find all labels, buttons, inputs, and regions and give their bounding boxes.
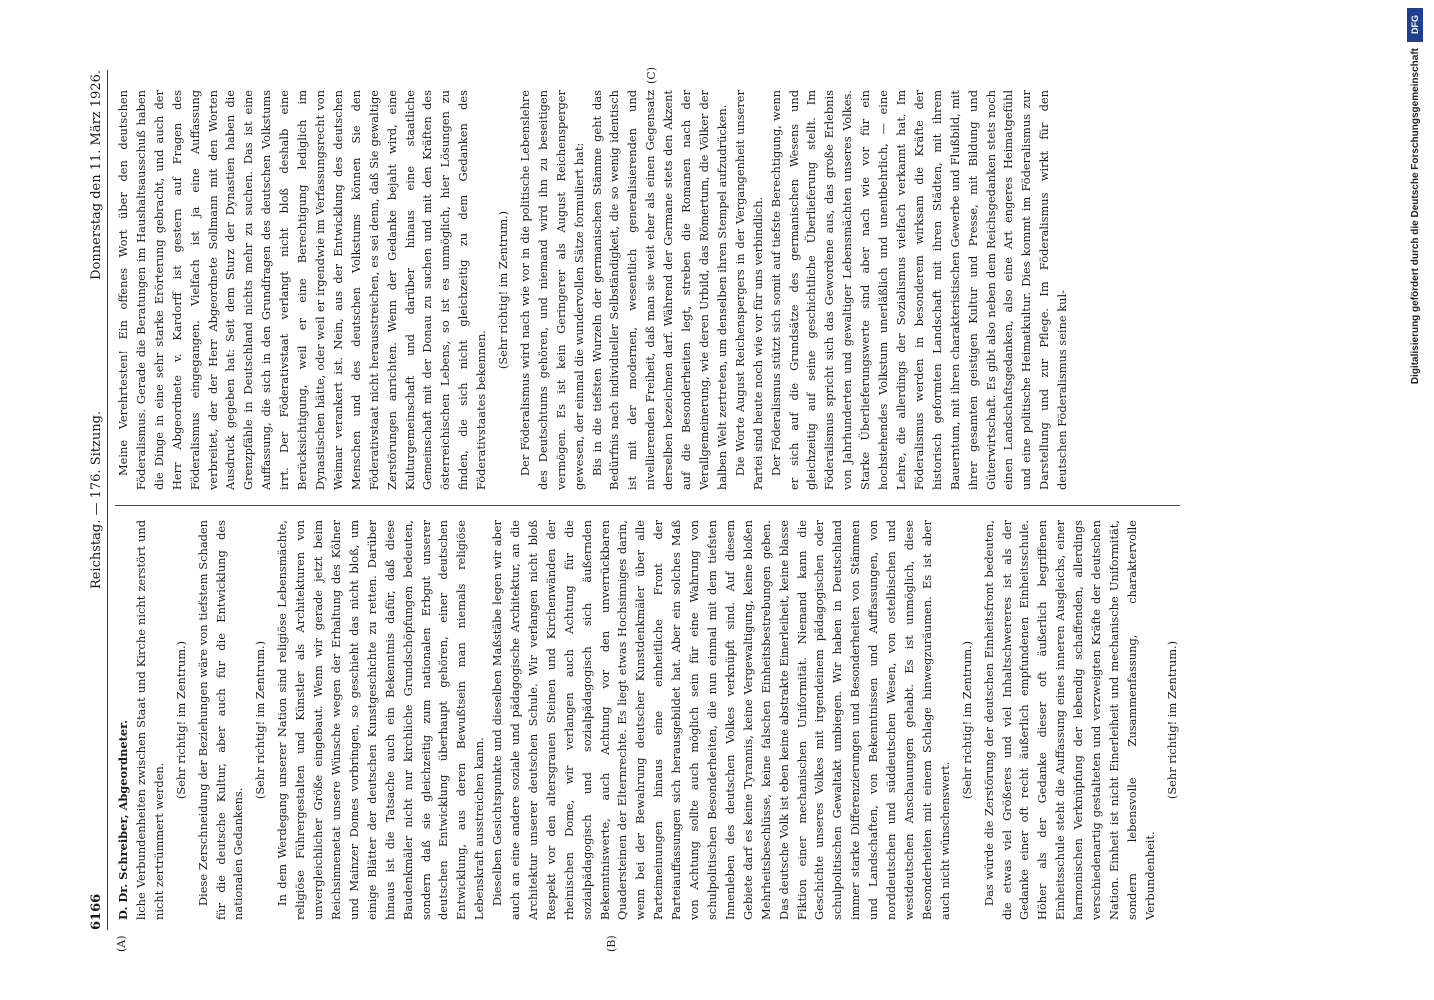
page-scan — [85, 67, 1190, 952]
paragraph: Dieselben Gesichtspunkte und dieselben Maßstäbe legen wir aber auch an eine andere soziale und pädagogische Architektur, an die Architektur unserer deutschen Schule. Wir verlangen nicht bloß Respekt vor den altersgrauen Steinen und Kirchenwänden der rheinischen Dome, wir verlangen auch Achtung für die sozialpädagogisch und sozialpädagogisch sich äußernden Bekenntniswerte, auch Achtung vor den unverrückbaren Quadersteinen der Elternrechte. Es liegt etwas Hochsinniges darin, wenn bei der Bewahrung deutscher Kunstdenkmäler über alle Parteimeinungen hinaus eine einheitliche Front der Parteiauffassungen sich herausgebildet hat. Aber ein solches Maß von Achtung sollte auch möglich sein für eine Wahrung von schulpolitischen Besonderheiten, die nun einmal mit dem tiefsten Innenleben des deutschen Volkes verknüpft sind. Auf diesem Gebiete darf es keine Tyrannis, keine Vergewaltigung, keine bloßen Mehrheitsbeschlüsse, keine falschen Einheitsbestrebungen geben. Das deutsche Volk ist eben keine abstrakte Einerleiheit, keine blasse Fiktion einer mechanischen Uniformität. Niemand kann die Geschichte unseres Volkes mit irgendeinem pädagogischen oder schulpolitischen Gewaltakt umbiegen. Wir haben in Deutschland immer starke Differenzierungen und Besonderheiten von Stämmen und Landschaften, von Bekenntnissen und Auffassungen, von norddeutschen und süddeutschen Wesen, von ostelbischen und westdeutschen Anschauungen gehabt. Es ist unmöglich, diese Besonderheiten mit einem Schlage hinwegzuräumen. Es ist aber auch nicht wünschenswert. — [490, 520, 952, 920]
document-page — [85, 67, 1190, 952]
left-column — [115, 520, 1180, 920]
session-title: Reichstag. — 176. Sitzung. — [88, 410, 104, 590]
paragraph: Diese Zerschneidung der Beziehungen wäre von tiefstem Schaden für die deutsche Kultur, aber auch für die Entwicklung des nationalen Gedankens. — [195, 520, 246, 920]
paragraph: Der Föderalismus wird nach wie vor in die politische Lebenslehre des Deutschtums gehören, und niemand wird ihn zu beseitigen vermögen. Es ist kein Geringerer als August Reichensperger gewesen, der einmal die wundervollen Sätze formuliert hat: — [517, 90, 586, 490]
interjection: (Sehr richtig! im Zentrum.) — [1164, 640, 1179, 800]
paragraph: liche Verbundenheiten zwischen Staat und Kirche nicht zerstört und nicht zertrümmert werden. — [133, 520, 166, 920]
watermark-text: Digitalisierung gefördert durch die Deutsche Forschungsgemeinschaft — [1409, 48, 1421, 385]
margin-marker-b: (B) — [605, 935, 618, 952]
paragraph: Der Föderalismus stützt sich somit auf tiefste Berechtigung, wenn er sich auf die Grundsätze des germanischen Wesens und gleichzeitig auf seine geschichtliche Überlieferung stellt. Im Föderalismus spricht sich das Gewordene aus, das große Erlebnis von Jahrhunderten und gewaltiger Lebensmächten unseres Volkes. Starke Überlieferungswerte sind aber nach wie vor für ein hochstehendes Volkstum unerläßlich und unentbehrlich, — eine Lehre, die allerdings der Sozialismus vielfach verkannt hat. Im Föderalismus werden in besonderem wirksam die Kräfte der historisch geformten Landschaft mit ihren Städten, mit ihrem Bauerntum, mit ihren charakteristischen Gewerbe und Flußbild, mit ihrer gesamten geistigen Kultur und Presse, mit Bildung und Güterwirtschaft. Es gibt also neben dem Reichsgedanken stets noch einen Landschaftsgedanken, also eine Art engeres Heimatgefühl und eine politische Heimatkultur. Dies kommt im Föderalismus zur Darstellung und zur Pflege. Im Föderalismus wirkt für den deutschen Föderalismus seine kul- — [768, 90, 1070, 490]
page-header — [85, 70, 108, 930]
quotation: Bis in die tiefsten Wurzeln der germanischen Stämme geht das Bedürfnis nach individueller Selbständigkeit, die so wenig identisch ist mit der modernen, wesentlich generalisierenden und nivellierenden Freiheit, daß man sie weit eher als einen Gegensatz derselben bezeichnen darf. Während der Germane stets den Akzent auf die Besonderheiten legt, streben die Romanen nach der Verallgemeinerung, wie deren Urbild, das Römertum, die Völker der halben Welt zertreten, um denselben ihren Stempel aufzudrücken. — [589, 90, 729, 490]
interjection: (Sehr richtig! im Zentrum.) — [253, 640, 268, 800]
interjection: (Sehr richtig! im Zentrum.) — [959, 640, 974, 800]
paragraph: Die Worte August Reichenspergers in der Vergangenheit unserer Partei sind heute noch wie vor für uns verbindlich. — [732, 90, 765, 490]
paragraph: In dem Werdegang unserer Nation sind religiöse Lebensmächte, religiöse Führergestalten und Künstler als Architekturen von unvergleichlicher Größe eingebaut. Wenn wir gerade jetzt beim Reichsinnenetat unsere Wünsche wegen der Erhaltung des Kölner und Mainzer Domes vorbringen, so geschieht das nicht bloß, um einige Blätter der deutschen Kunstgeschichte zu retten. Darüber hinaus ist die Tatsache auch ein Bekenntnis dafür, daß diese Baudenkmäler nicht nur kirchliche Grundschöpfungen bedeuten, sondern daß sie gleichzeitig zum nationalen Erbgut unserer deutschen Entwicklung überhaupt gehören, einer deutschen Entwicklung, aus deren Bewußtsein man niemals religiöse Lebenskraft ausstreichen kann. — [275, 520, 487, 920]
interjection: (Sehr richtig! im Zentrum.) — [173, 640, 188, 800]
right-column — [115, 90, 1180, 490]
paragraph: Das würde die Zerstörung der deutschen Einheitsfront bedeuten, die etwas viel Größeres und viel Inhaltschwereres ist als der Gedanke einer oft recht äußerlich empfundenen Einheitsschule. Höher als der Gedanke dieser oft äußerlich begriffenen Einheitsschule steht die Auffassung eines inneren Ausgleichs, einer harmonischen Verknüpfung der lebendig schaffenden, allerdings verschiedenartig gestalteten und verzweigten Kräfte der deutschen Nation. Einheit ist nicht Einerleiheit und mechanische Uniformität, sondern lebensvolle Zusammenfassung, charaktervolle Verbundenheit. — [981, 520, 1157, 920]
speaker-line: D. Dr. Schreiber, Abgeordneter. — [116, 719, 130, 920]
interjection: (Sehr richtig! im Zentrum.) — [496, 210, 511, 370]
column-divider — [115, 505, 1180, 506]
dfg-logo: DFG — [1407, 8, 1423, 42]
page-number: 6166 — [88, 893, 104, 930]
paragraph: Meine Verehrtesten! Ein offenes Wort über den deutschen Föderalismus. Gerade die Beratungen im Haushaltsausschuß haben die Dinge in eine sehr starke Erörterung gebracht, und auch der Herr Abgeordnete v. Kardorff ist gestern auf Fragen des Föderalismus eingegangen. Vielfach ist ja eine Auffassung verbreitet, der der Herr Abgeordnete Sollmann mit den Worten Ausdruck gegeben hat: Seit dem Sturz der Dynastien haben die Grenzpfähle in Deutschland nichts mehr zu suchen. Das ist eine Auffassung, die sich in den Grundfragen des deutschen Volkstums irrt. Der Föderativstaat verlangt nicht bloß deshalb eine Berücksichtigung, weil er eine Berechtigung lediglich im Dynastischen hätte, oder weil er irgendwie im Verfassungsrecht von Weimar verankert ist. Nein, aus der Entwicklung des deutschen Menschen und des deutschen Volkstums können Sie den Föderativstaat nicht herausstreichen, es sei denn, daß Sie gewaltige Zerstörungen anrichten. Wenn der Gedanke bejaht wird, eine Kulturgemeinschaft und darüber hinaus eine staatliche Gemeinschaft mit der Donau zu suchen und mit den Kräften des österreichischen Lebens, so ist es unmöglich, hier Lösungen zu finden, die sich nicht gleichzeitig zu dem Gedanken des Föderativstaates bekennen. — [116, 90, 489, 490]
margin-marker-a: (A) — [115, 935, 128, 952]
session-date: Donnerstag den 11. März 1926. — [88, 70, 104, 280]
margin-marker-c: (C) — [645, 67, 658, 84]
watermark-strip — [1402, 8, 1428, 992]
